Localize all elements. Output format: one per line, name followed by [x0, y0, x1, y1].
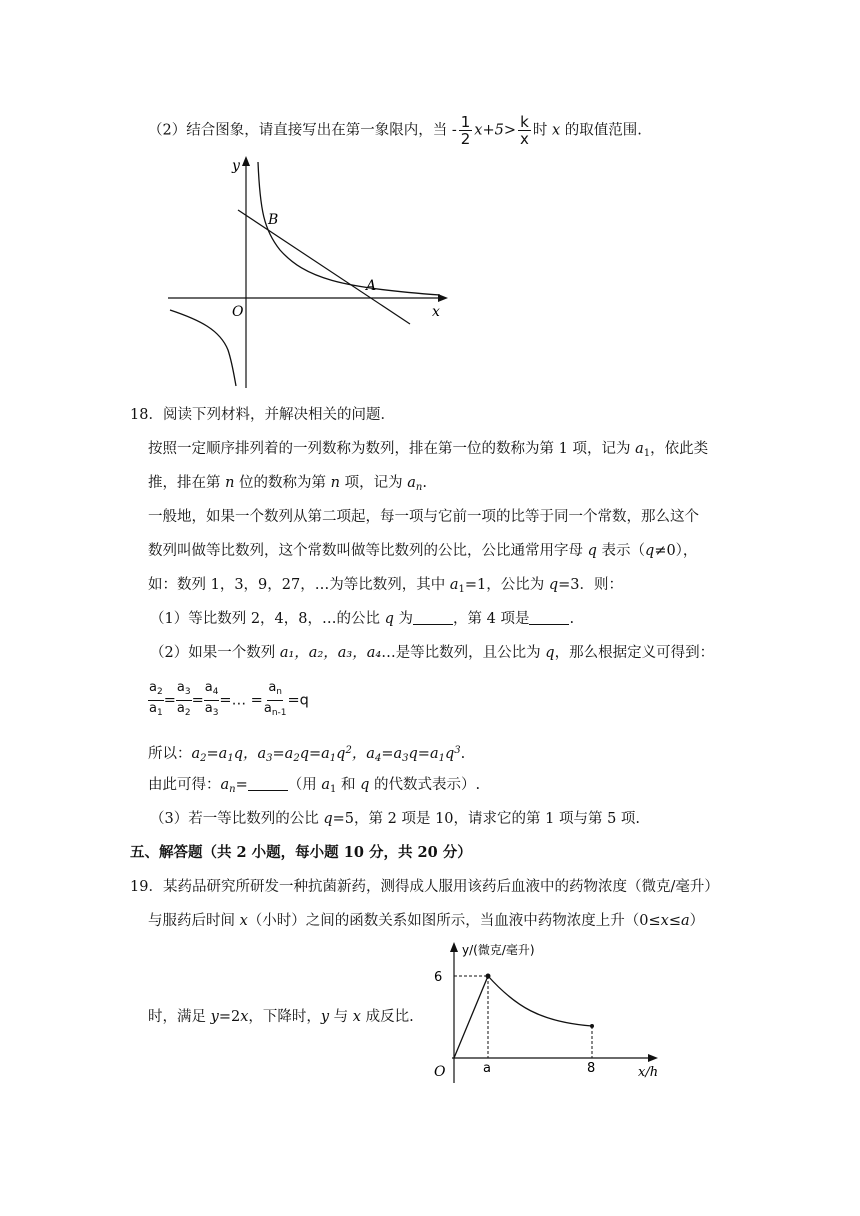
section5-title: 五、解答题（共 2 小题，每小题 10 分，共 20 分） — [130, 844, 472, 861]
q17-part2-line: （2）结合图象，请直接写出在第一象限内，当 - $\frac{1}{2}$ x+5> $\frac{k}{x}$ 时 x 的取值范围. — [148, 113, 642, 148]
q18-part3: （3）若一等比数列的公比 q=5，第 2 项是 10，请求它的第 1 项与第 5 项. — [150, 811, 641, 827]
graph-drug-concentration — [420, 938, 670, 1088]
origin-label: O — [434, 1064, 446, 1080]
q18-title: 18．阅读下列材料，并解决相关的问题． — [130, 407, 395, 423]
hyperbola-branch-q1 — [258, 162, 440, 295]
ratio-a4-a3: $\frac{a_4}{a_3}$ — [204, 680, 219, 718]
label-o: O — [232, 304, 244, 320]
ratio-an-an1: $\frac{a_n}{a_{n-1}}$ — [263, 680, 287, 718]
y-axis-arrow — [450, 942, 458, 952]
x-axis-arrow — [648, 1054, 658, 1062]
q17-part2-prefix: （2）结合图象，请直接写出在第一象限内，当 - — [148, 122, 457, 139]
label-y: y — [232, 158, 240, 174]
ratio-a2-a1: $\frac{a_2}{a_1}$ — [149, 680, 163, 718]
x-axis-label: x/h — [638, 1065, 659, 1080]
tick-a: a — [483, 1061, 491, 1076]
q17-part2-expr: x+5> — [474, 122, 516, 139]
q18-part2: （2）如果一个数列 a₁，a₂，a₃，a₄…是等比数列，且公比为 q，那么根据定义可得到： — [150, 645, 715, 661]
ratio-formula: $\frac{a_2}{a_1}$ = $\frac{a_3}{a_2}$ = $\frac{a_4}{a_3}$ =… = $\frac{a_n}{a_{n-1}}$ =q — [148, 680, 309, 721]
straight-line — [238, 210, 410, 324]
fraction-one-half: $\frac{1}{2}$ — [460, 113, 471, 148]
answer-blank-fourth-term[interactable] — [529, 610, 569, 625]
q18-p2-line2: 数列叫做等比数列，这个常数叫做等比数列的公比，公比通常用字母 q 表示（q≠0）， — [148, 543, 698, 559]
y-axis-label: y/(微克/毫升) — [462, 943, 535, 957]
ratio-a3-a2: $\frac{a_3}{a_2}$ — [176, 680, 191, 718]
end-point — [590, 1024, 594, 1028]
q18-p1-line2: 推，排在第 n 位的数称为第 n 项，记为 $a_n$. — [148, 475, 427, 493]
label-x: x — [432, 304, 440, 320]
graph-hyperbola-line — [160, 150, 450, 390]
hyperbola-branch-q3 — [170, 310, 236, 386]
label-a: A — [366, 278, 377, 294]
peak-point — [486, 974, 491, 979]
q19-line3: 时，满足 y=2x，下降时，y 与 x 成反比. — [148, 1009, 414, 1025]
rising-segment — [454, 976, 488, 1058]
q18-derive: 由此可得：$a_n=$ （用 $a_1$ 和 q 的代数式表示）. — [148, 777, 481, 795]
q19-line1: 19．某药品研究所研发一种抗菌新药，测得成人服用该药后血液中的药物浓度（微克/毫升） — [130, 879, 719, 895]
q18-p2-line3: 如：数列 1，3，9，27，…为等比数列，其中 $a_1=1$，公比为 q=3．则： — [148, 577, 624, 595]
fraction-k-over-x: $\frac{k}{x}$ — [519, 113, 529, 148]
y-axis-arrow — [242, 156, 250, 166]
q18-part1: （1）等比数列 2，4，8，…的公比 q 为 ，第 4 项是 . — [150, 611, 575, 627]
q18-so-line: 所以：$a_2=a_1q$，$a_3=a_2q=a_1q^2$，$a_4=a_3q=a_1q^3$. — [148, 745, 466, 764]
answer-blank-ratio[interactable] — [413, 610, 453, 625]
falling-curve — [488, 976, 592, 1026]
tick-8: 8 — [587, 1061, 596, 1076]
tick-6: 6 — [434, 970, 443, 985]
label-b: B — [268, 212, 279, 228]
q18-p1-line1: 按照一定顺序排列着的一列数称为数列，排在第一位的数称为第 1 项，记为 $a_1$，依此类 — [148, 441, 709, 459]
answer-blank-general-term[interactable] — [248, 776, 288, 791]
q18-p2-line1: 一般地，如果一个数列从第二项起，每一项与它前一项的比等于同一个常数，那么这个 — [148, 509, 699, 525]
q19-line2: 与服药后时间 x（小时）之间的函数关系如图所示，当血液中药物浓度上升（0≤x≤a） — [148, 913, 705, 929]
